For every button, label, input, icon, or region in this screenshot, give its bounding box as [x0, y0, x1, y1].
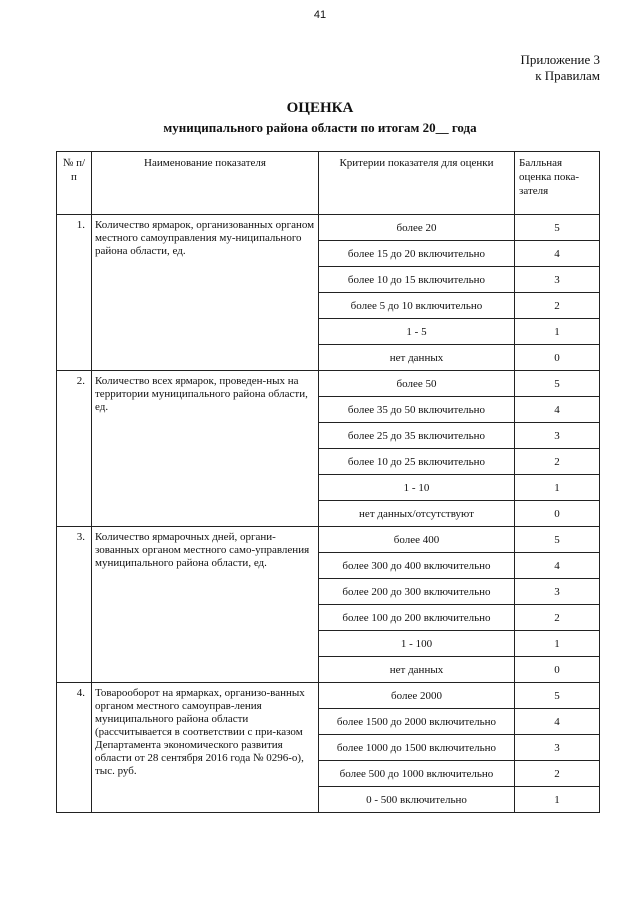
- criterion-cell: более 100 до 200 включительно: [319, 605, 515, 631]
- score-cell: 4: [515, 397, 600, 423]
- score-cell: 4: [515, 241, 600, 267]
- criterion-cell: более 15 до 20 включительно: [319, 241, 515, 267]
- header-score: Балльная оценка пока-зателя: [515, 152, 600, 215]
- criterion-cell: более 400: [319, 527, 515, 553]
- criterion-cell: более 35 до 50 включительно: [319, 397, 515, 423]
- score-cell: 5: [515, 371, 600, 397]
- criterion-cell: более 10 до 15 включительно: [319, 267, 515, 293]
- table-header-row: [57, 152, 600, 215]
- criterion-cell: более 300 до 400 включительно: [319, 553, 515, 579]
- criterion-cell: 0 - 500 включительно: [319, 787, 515, 813]
- criterion-cell: 1 - 100: [319, 631, 515, 657]
- criterion-cell: более 10 до 25 включительно: [319, 449, 515, 475]
- row-number: 4.: [57, 683, 92, 813]
- document-subtitle: муниципального района области по итогам 20__ года: [163, 120, 477, 135]
- criterion-cell: более 2000: [319, 683, 515, 709]
- row-number: 1.: [57, 215, 92, 371]
- score-cell: 5: [515, 683, 600, 709]
- score-cell: 4: [515, 553, 600, 579]
- indicator-name: Количество всех ярмарок, проведен-ных на территории муниципального района области, ед.: [92, 371, 319, 527]
- score-cell: 0: [515, 657, 600, 683]
- appendix-line-1: Приложение 3: [520, 52, 600, 67]
- criterion-cell: нет данных: [319, 657, 515, 683]
- criterion-cell: более 200 до 300 включительно: [319, 579, 515, 605]
- appendix-label: [520, 52, 600, 84]
- score-cell: 0: [515, 345, 600, 371]
- table-row: [57, 215, 600, 241]
- score-cell: 5: [515, 215, 600, 241]
- table-row: [57, 683, 600, 709]
- page-number: 41: [313, 9, 327, 21]
- score-cell: 0: [515, 501, 600, 527]
- criterion-cell: более 20: [319, 215, 515, 241]
- indicator-name: Количество ярмарочных дней, органи-зованных органом местного само-управления муниципального района области, ед.: [92, 527, 319, 683]
- scoring-table: [56, 151, 600, 813]
- criterion-cell: 1 - 10: [319, 475, 515, 501]
- score-cell: 1: [515, 319, 600, 345]
- criterion-cell: нет данных/отсутствуют: [319, 501, 515, 527]
- table-row: [57, 527, 600, 553]
- table-row: [57, 371, 600, 397]
- table-body: [57, 215, 600, 813]
- row-number: 2.: [57, 371, 92, 527]
- indicator-name: Товарооборот на ярмарках, организо-ванных органом местного самоуправ-ления муниципального района области (рассчитывается в соответствии с при-казом Департамента экономического развития области от 28 сентября 2016 года № 0296-о), тыс. руб.: [92, 683, 319, 813]
- score-cell: 3: [515, 579, 600, 605]
- score-cell: 2: [515, 293, 600, 319]
- criterion-cell: более 1500 до 2000 включительно: [319, 709, 515, 735]
- criterion-cell: более 1000 до 1500 включительно: [319, 735, 515, 761]
- indicator-name: Количество ярмарок, организованных органом местного самоуправления му-ниципального района области, ед.: [92, 215, 319, 371]
- score-cell: 4: [515, 709, 600, 735]
- criterion-cell: 1 - 5: [319, 319, 515, 345]
- criterion-cell: нет данных: [319, 345, 515, 371]
- header-criteria: Критерии показателя для оценки: [319, 152, 515, 215]
- criterion-cell: более 25 до 35 включительно: [319, 423, 515, 449]
- score-cell: 1: [515, 787, 600, 813]
- score-cell: 3: [515, 735, 600, 761]
- document-title: ОЦЕНКА: [286, 100, 354, 116]
- score-cell: 2: [515, 761, 600, 787]
- score-cell: 5: [515, 527, 600, 553]
- score-cell: 1: [515, 631, 600, 657]
- header-name: Наименование показателя: [92, 152, 319, 215]
- score-cell: 2: [515, 605, 600, 631]
- criterion-cell: более 500 до 1000 включительно: [319, 761, 515, 787]
- score-cell: 3: [515, 423, 600, 449]
- criterion-cell: более 50: [319, 371, 515, 397]
- score-cell: 3: [515, 267, 600, 293]
- header-num: № п/п: [57, 152, 92, 215]
- score-cell: 1: [515, 475, 600, 501]
- criterion-cell: более 5 до 10 включительно: [319, 293, 515, 319]
- score-cell: 2: [515, 449, 600, 475]
- appendix-line-2: к Правилам: [535, 68, 600, 83]
- row-number: 3.: [57, 527, 92, 683]
